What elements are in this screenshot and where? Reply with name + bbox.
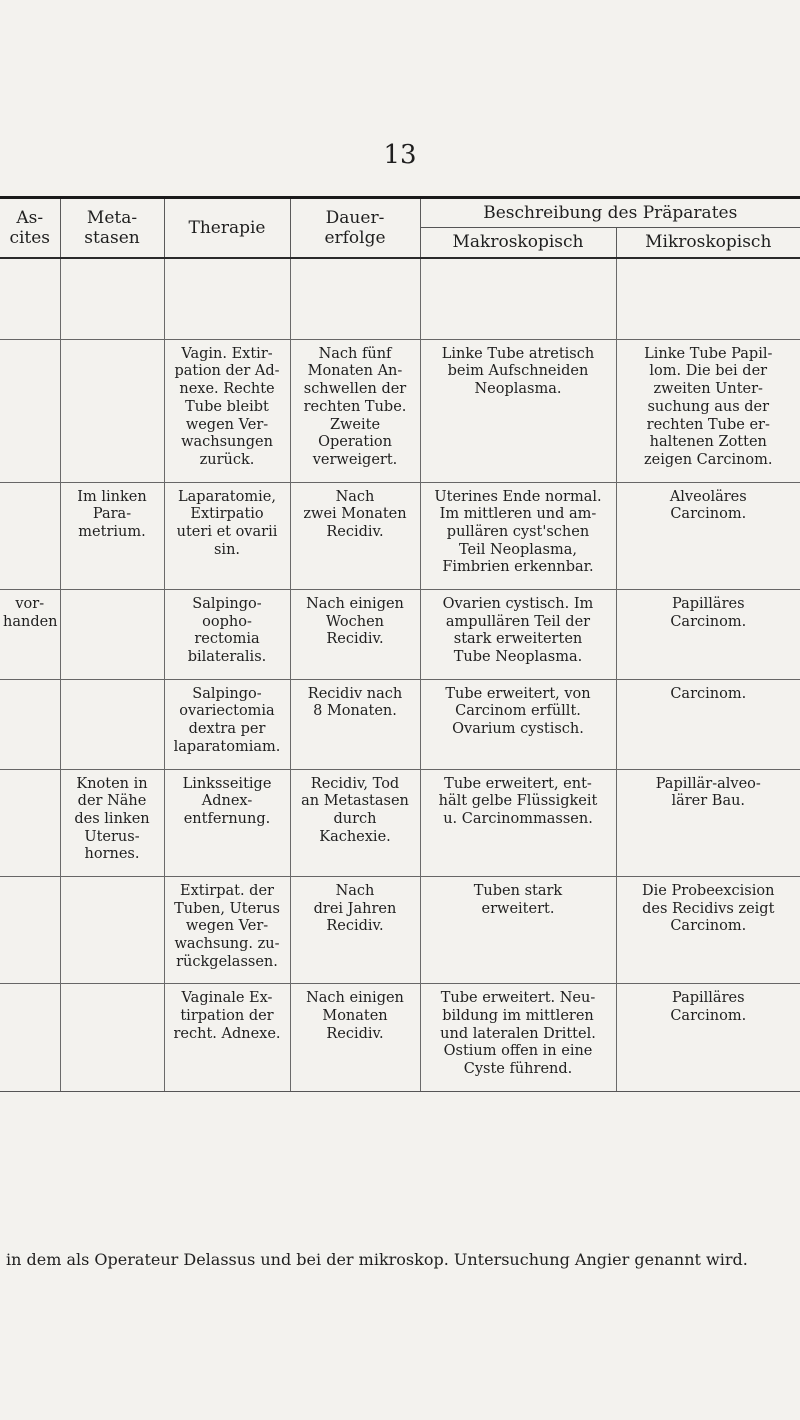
header-makroskopisch: Makroskopisch bbox=[420, 228, 616, 258]
cell-therapie: Vaginale Ex- tirpation der recht. Adnexe. bbox=[164, 984, 290, 1091]
cell-metastasen bbox=[60, 984, 164, 1091]
cell-makroskopisch: Tube erweitert. Neu- bildung im mittleren und lateralen Drittel. Ostium offen in eine Cyste führend. bbox=[420, 984, 616, 1091]
cell-metastasen: Knoten in der Nähe des linken Uterus- hornes. bbox=[60, 769, 164, 876]
table-row bbox=[0, 984, 800, 1091]
cell-metastasen bbox=[60, 339, 164, 482]
cell-mikroskopisch: Die Probeexcision des Recidivs zeigt Carcinom. bbox=[616, 876, 800, 983]
cell-makroskopisch: Tuben stark erweitert. bbox=[420, 876, 616, 983]
cell-therapie: Laparatomie, Extirpatio uteri et ovarii sin. bbox=[164, 482, 290, 589]
cell-dauererfolge: Nach einigen Wochen Recidiv. bbox=[290, 590, 420, 680]
cell-makroskopisch: Ovarien cystisch. Im ampullären Teil der stark erweiterten Tube Neoplasma. bbox=[420, 590, 616, 680]
cell-ascites bbox=[0, 769, 60, 876]
cell-ascites bbox=[0, 482, 60, 589]
cell-makroskopisch: Uterines Ende normal. Im mittleren und am- pullären cyst'schen Teil Neoplasma, Fimbrien erkennbar. bbox=[420, 482, 616, 589]
cell-mikroskopisch: Papillär-alveo- lärer Bau. bbox=[616, 769, 800, 876]
cell-metastasen bbox=[60, 876, 164, 983]
cell-makroskopisch: Tube erweitert, ent- hält gelbe Flüssigkeit u. Carcinommassen. bbox=[420, 769, 616, 876]
cell-dauererfolge: Recidiv nach 8 Monaten. bbox=[290, 679, 420, 769]
cell-therapie: Linksseitige Adnex- entfernung. bbox=[164, 769, 290, 876]
findings-table-container bbox=[0, 196, 800, 1092]
cell-ascites bbox=[0, 339, 60, 482]
cell-ascites bbox=[0, 876, 60, 983]
cell-makroskopisch: Tube erweitert, von Carcinom erfüllt. Ovarium cystisch. bbox=[420, 679, 616, 769]
table-row bbox=[0, 679, 800, 769]
cell-therapie: Salpingo- ovariectomia dextra per laparatomiam. bbox=[164, 679, 290, 769]
cell-mikroskopisch: Carcinom. bbox=[616, 679, 800, 769]
header-ascites: As- cites bbox=[0, 198, 60, 258]
cell-therapie: Salpingo- oopho- rectomia bilateralis. bbox=[164, 590, 290, 680]
cell-metastasen bbox=[60, 590, 164, 680]
page-number: 13 bbox=[383, 140, 417, 170]
footnote-text: in dem als Operateur Delassus und bei der mikroskop. Untersuchung Angier genannt wird. bbox=[6, 1250, 748, 1269]
table-row bbox=[0, 769, 800, 876]
cell-metastasen: Im linken Para- metrium. bbox=[60, 482, 164, 589]
header-dauererfolge: Dauer- erfolge bbox=[290, 198, 420, 258]
cell-dauererfolge: Nach drei Jahren Recidiv. bbox=[290, 876, 420, 983]
spacer-row bbox=[0, 258, 800, 340]
cell-mikroskopisch: Alveoläres Carcinom. bbox=[616, 482, 800, 589]
table-row bbox=[0, 590, 800, 680]
header-therapie: Therapie bbox=[164, 198, 290, 258]
cell-ascites bbox=[0, 984, 60, 1091]
table-row bbox=[0, 482, 800, 589]
cell-dauererfolge: Nach fünf Monaten An- schwellen der rechten Tube. Zweite Operation verweigert. bbox=[290, 339, 420, 482]
cell-mikroskopisch: Papilläres Carcinom. bbox=[616, 590, 800, 680]
cell-metastasen bbox=[60, 679, 164, 769]
cell-makroskopisch: Linke Tube atretisch beim Aufschneiden Neoplasma. bbox=[420, 339, 616, 482]
cell-dauererfolge: Nach zwei Monaten Recidiv. bbox=[290, 482, 420, 589]
header-mikroskopisch: Mikroskopisch bbox=[616, 228, 800, 258]
findings-table bbox=[0, 196, 800, 1092]
cell-therapie: Extirpat. der Tuben, Uterus wegen Ver- wachsung. zu- rückgelassen. bbox=[164, 876, 290, 983]
cell-ascites: vor- handen bbox=[0, 590, 60, 680]
cell-therapie: Vagin. Extir- pation der Ad- nexe. Rechte Tube bleibt wegen Ver- wachsungen zurück. bbox=[164, 339, 290, 482]
header-metastasen: Meta- stasen bbox=[60, 198, 164, 258]
table-row bbox=[0, 876, 800, 983]
cell-dauererfolge: Recidiv, Tod an Metastasen durch Kachexie. bbox=[290, 769, 420, 876]
cell-mikroskopisch: Papilläres Carcinom. bbox=[616, 984, 800, 1091]
header-beschreibung: Beschreibung des Präparates bbox=[420, 198, 800, 228]
table-row bbox=[0, 339, 800, 482]
cell-mikroskopisch: Linke Tube Papil- lom. Die bei der zweiten Unter- suchung aus der rechten Tube er- haltenen Zotten zeigen Carcinom. bbox=[616, 339, 800, 482]
cell-dauererfolge: Nach einigen Monaten Recidiv. bbox=[290, 984, 420, 1091]
cell-ascites bbox=[0, 679, 60, 769]
